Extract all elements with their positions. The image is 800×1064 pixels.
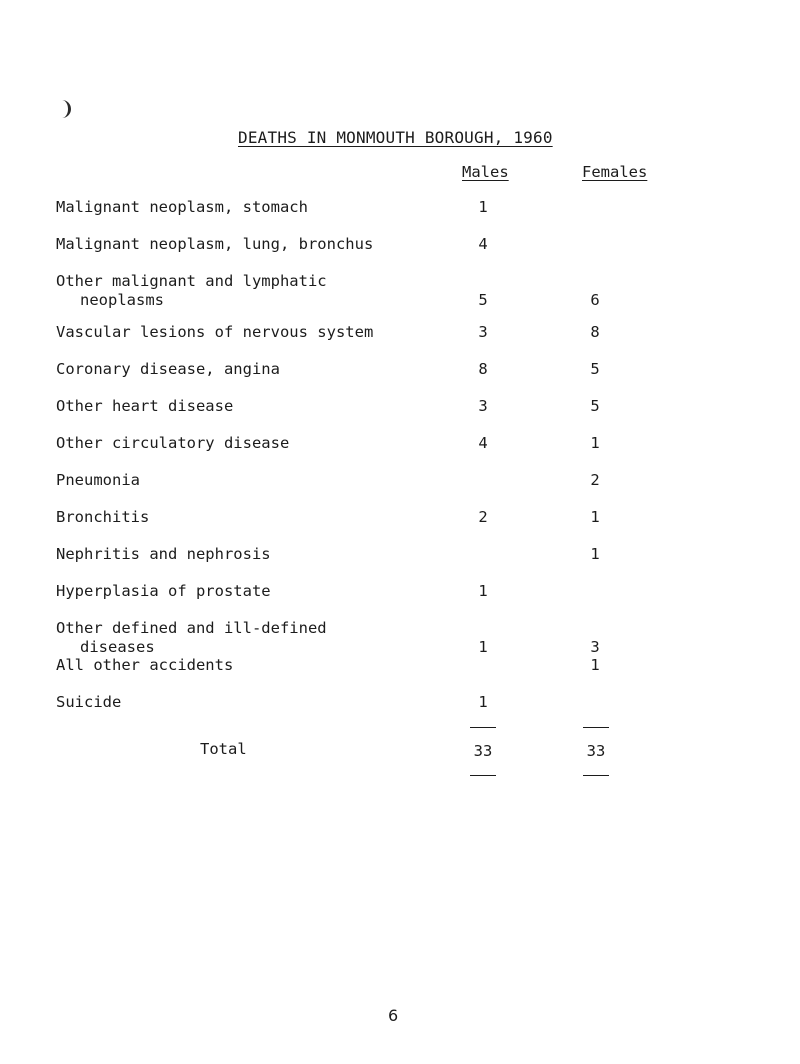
males-count: 1 [478, 198, 488, 216]
cause-label-line: Other defined and ill-defined [56, 619, 327, 637]
males-count: 1 [478, 582, 488, 600]
table-row [0, 360, 800, 400]
males-count: 4 [478, 235, 488, 253]
total-males: 33 [473, 742, 493, 760]
cause-label [56, 545, 271, 564]
females-count: 2 [590, 471, 600, 489]
page-title: DEATHS IN MONMOUTH BOROUGH, 1960 [238, 128, 553, 147]
page-number: 6 [388, 1006, 399, 1025]
males-count: 8 [478, 360, 488, 378]
cause-label-line: Other circulatory disease [56, 434, 290, 452]
table-row [0, 693, 800, 733]
total-rule-bottom-females [583, 775, 609, 776]
table-row [0, 508, 800, 548]
cause-label-line: Other heart disease [56, 397, 234, 415]
females-count: 1 [590, 434, 600, 452]
cause-label-line: Other malignant and lymphatic [56, 272, 327, 290]
cause-label-line: All other accidents [56, 656, 234, 674]
table-row [0, 656, 800, 696]
males-count: 3 [478, 397, 488, 415]
males-count: 4 [478, 434, 488, 452]
total-label: Total [200, 740, 247, 758]
cause-label-line: diseases [80, 638, 155, 656]
cause-label-line: Malignant neoplasm, lung, bronchus [56, 235, 374, 253]
females-count: 1 [590, 508, 600, 526]
column-header-females: Females [582, 163, 648, 181]
cause-label [56, 198, 308, 217]
cause-label [56, 693, 121, 712]
males-count: 1 [478, 638, 488, 656]
males-count: 1 [478, 693, 488, 711]
cause-label-line: Bronchitis [56, 508, 150, 526]
cause-label-line: neoplasms [80, 291, 164, 309]
total-rule-top-males [470, 727, 496, 728]
females-count: 8 [590, 323, 600, 341]
males-count: 2 [478, 508, 488, 526]
cause-label [56, 508, 149, 527]
table-row [0, 235, 800, 275]
cause-label-line: Suicide [56, 693, 122, 711]
table-row [0, 323, 800, 363]
cause-label [56, 272, 327, 310]
cause-label [56, 656, 233, 675]
cause-label [56, 582, 271, 601]
total-rule-top-females [583, 727, 609, 728]
cause-label-line: Hyperplasia of prostate [56, 582, 271, 600]
females-count: 1 [590, 656, 600, 674]
table-row [0, 582, 800, 622]
cause-label [56, 397, 233, 416]
cause-label-line: Pneumonia [56, 471, 140, 489]
cause-label-line: Nephritis and nephrosis [56, 545, 271, 563]
cause-label [56, 471, 140, 490]
table-row [0, 545, 800, 585]
column-header-males: Males [462, 163, 509, 181]
cause-label-line: Vascular lesions of nervous system [56, 323, 374, 341]
cause-label-line: Malignant neoplasm, stomach [56, 198, 308, 216]
cause-label [56, 619, 327, 657]
females-count: 1 [590, 545, 600, 563]
cause-label [56, 434, 289, 453]
cause-label [56, 323, 373, 342]
table-row [0, 434, 800, 474]
females-count: 6 [590, 291, 600, 309]
cause-label [56, 360, 280, 379]
males-count: 3 [478, 323, 488, 341]
table-row [0, 619, 800, 659]
females-count: 3 [590, 638, 600, 656]
females-count: 5 [590, 360, 600, 378]
total-females: 33 [586, 742, 606, 760]
males-count: 5 [478, 291, 488, 309]
table-row [0, 198, 800, 238]
cause-label [56, 235, 373, 254]
females-count: 5 [590, 397, 600, 415]
table-row [0, 272, 800, 312]
table-row [0, 397, 800, 437]
table-row [0, 471, 800, 511]
cause-label-line: Coronary disease, angina [56, 360, 280, 378]
total-rule-bottom-males [470, 775, 496, 776]
